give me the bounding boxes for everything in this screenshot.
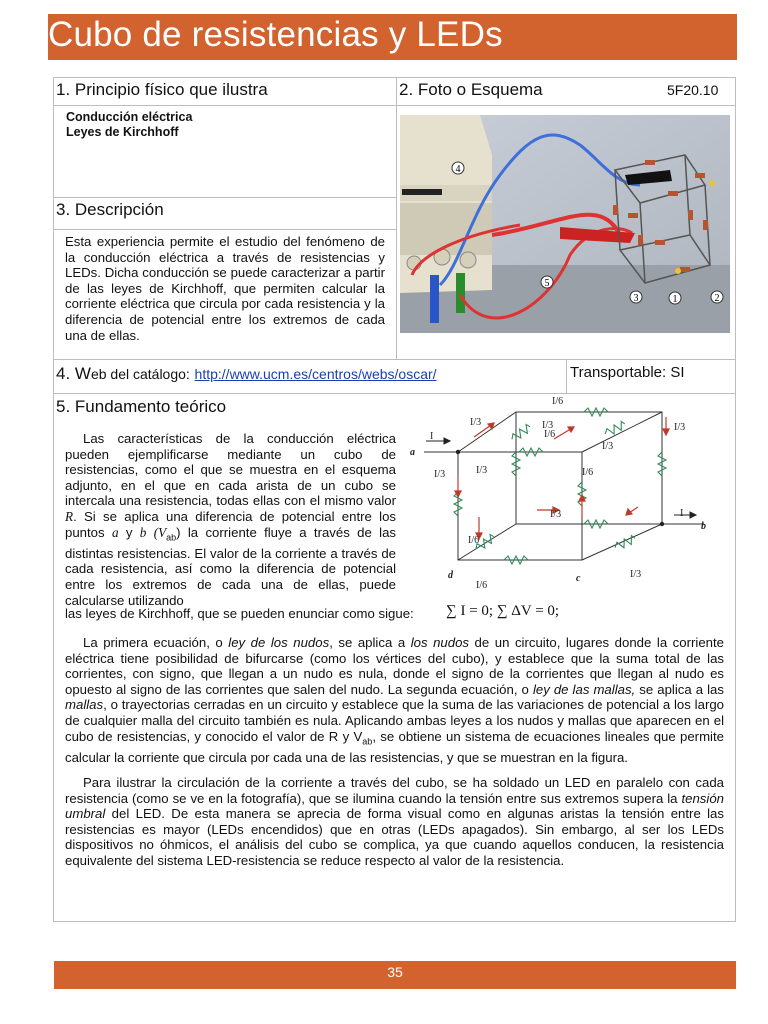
current-label: I/6 xyxy=(544,429,556,440)
text-run: Para ilustrar la circulación de la corriente a través del cubo, se ha soldado un LED en paralelo con cada resistencia (como se ve en la fotografía), que se ilumina cuando la tensión entre sus extremos supera la xyxy=(65,775,724,806)
section4-label-rest: eb del catálogo: xyxy=(90,366,190,382)
text-run: ab xyxy=(166,532,177,543)
table-divider xyxy=(566,359,567,393)
text-run: a xyxy=(111,524,119,540)
table-divider xyxy=(53,229,396,230)
catalog-code: 5F20.10 xyxy=(667,82,719,98)
description-text: Esta experiencia permite el estudio del fenómeno de la conducción eléctrica a través de resistencias y LEDs. Dicha conducción se puede caracterizar a partir de las leyes de Kirchhoff, que permiten calcular la corriente eléctrica que circula por cada resistencia y la diferencia de potencial entre los extremos de cada una de ellas. xyxy=(65,234,385,343)
text-run: ley de las mallas, xyxy=(532,681,636,697)
current-label: I/3 xyxy=(602,441,614,452)
catalog-link[interactable]: http://www.ucm.es/centros/webs/oscar/ xyxy=(194,366,437,382)
current-label: I/3 xyxy=(550,509,562,520)
paragraph-2 xyxy=(65,635,724,765)
section4-label-prefix: 4. W xyxy=(56,364,91,383)
text-run: R xyxy=(65,508,74,524)
current-label: I/3 xyxy=(542,420,554,431)
photo-marker: 2 xyxy=(714,293,720,304)
principle-list xyxy=(66,110,192,140)
text-run: , o trayectorias cerradas en un circuito y establece que la suma de las variaciones de potencial a los largo de cualquier malla del circuito también es nula. Aplicando ambas leyes a los nudos y mallas que aparecen en el cubo de resistencias, y conocido el valor de R y V xyxy=(65,697,724,744)
current-label: I/6 xyxy=(468,535,480,546)
text-run: . Si se aplica una diferencia de potencial entre los puntos xyxy=(65,508,396,540)
photo-marker: 3 xyxy=(633,293,639,304)
principle-item: Leyes de Kirchhoff xyxy=(66,125,179,139)
text-run: ab xyxy=(362,736,373,747)
node-label-c: c xyxy=(576,573,581,584)
paragraph-1-end: las leyes de Kirchhoff, que se pueden enunciar como sigue: xyxy=(65,606,414,621)
experiment-photo xyxy=(400,115,730,333)
text-run: La primera ecuación, o xyxy=(83,635,223,650)
text-run: se aplica a las xyxy=(639,681,724,697)
text-run: , se obtiene un sistema de ecuaciones lineales que permite calcular la corriente que circula por cada una de las resistencias, y que se muestran en la figura. xyxy=(65,728,724,765)
text-run: b xyxy=(139,524,147,540)
current-label: I/6 xyxy=(552,397,564,407)
node-label-d: d xyxy=(448,570,453,581)
text-run: mallas xyxy=(65,697,104,713)
text-run: los nudos xyxy=(410,635,470,650)
section4-heading xyxy=(56,364,437,384)
current-label: I/3 xyxy=(630,569,642,580)
node-label-b: b xyxy=(701,521,706,532)
photo-marker: 5 xyxy=(544,278,550,289)
section2-heading: 2. Foto o Esquema xyxy=(399,80,543,99)
table-divider xyxy=(396,77,397,360)
current-label: I/6 xyxy=(476,580,488,591)
page-footer xyxy=(54,961,736,989)
text-run: ) la corriente fluye a través de las distintas resistencias. El valor de la corriente a través de cada resistencia, así como la diferencia de potencial entre los extremos de cada una de ellas, puede calcularse utilizando xyxy=(65,524,396,608)
paragraph-1 xyxy=(65,431,396,608)
transportable-label: Transportable: SI xyxy=(570,364,685,381)
text-run: de un circuito, lugares donde la corriente eléctrica tiene posibilidad de bifurcarse (como los vértices del cubo), y establece que la suma total de las corrientes, con signo, que llegan a un nudo es nula, donde el signo de la corrientes que llegan al nudo es opuesto al signo de las corrientes que salen del nudo. La segunda ecuación, o xyxy=(65,635,724,697)
paragraph-3 xyxy=(65,775,724,869)
table-divider xyxy=(53,359,736,360)
section3-heading: 3. Descripción xyxy=(56,200,164,219)
title-banner xyxy=(48,14,737,60)
current-label: I xyxy=(430,431,434,442)
page-title: Cubo de resistencias y LEDs xyxy=(48,15,503,54)
principle-item: Conducción eléctrica xyxy=(66,110,193,124)
current-label: I xyxy=(680,508,684,519)
text-run: y xyxy=(125,524,133,540)
text-run: tensión umbral xyxy=(65,790,724,822)
text-run: Las características de la conducción eléctrica pueden ejemplificarse mediante un cubo de resistencias, como el que se muestra en el esquema adjunto, en el que en cada arista de un cubo se intercala una resistencia, todas ellas con el mismo valor xyxy=(65,431,396,509)
kirchhoff-equation: ∑ I = 0; ∑ ΔV = 0; xyxy=(446,603,560,619)
table-divider xyxy=(53,393,736,394)
current-label: I/3 xyxy=(470,417,482,428)
current-label: I/3 xyxy=(476,465,488,476)
photo-marker: 4 xyxy=(455,164,461,175)
text-run: ley de los nudos xyxy=(228,635,330,650)
page-number: 35 xyxy=(387,964,403,980)
node-label-a: a xyxy=(410,447,415,458)
current-label: I/3 xyxy=(434,469,446,480)
section1-heading: 1. Principio físico que ilustra xyxy=(56,80,268,99)
section5-heading: 5. Fundamento teórico xyxy=(56,397,227,416)
current-label: I/6 xyxy=(582,467,594,478)
text-run: del LED. De esta manera se aprecia de forma visual como en algunas aristas la tensión entre las resistencias es mayor (LEDs encendidos) que en otras (LEDs apagados). Sin embargo, al ser los LEDs dispositivos no óhmicos, el análisis del cubo se complica, ya que cuando aquellos conducen, la resistencia equivalente del sistema LED-resistencia se reduce respecto al valor de la resistencia. xyxy=(65,806,724,868)
resistor-cube-diagram xyxy=(404,397,706,591)
text-run: , se aplica a xyxy=(329,635,406,650)
text-run: (V xyxy=(153,524,167,540)
photo-marker: 1 xyxy=(672,294,678,305)
current-label: I/3 xyxy=(674,422,686,433)
table-divider xyxy=(53,197,396,198)
table-divider xyxy=(53,105,736,106)
